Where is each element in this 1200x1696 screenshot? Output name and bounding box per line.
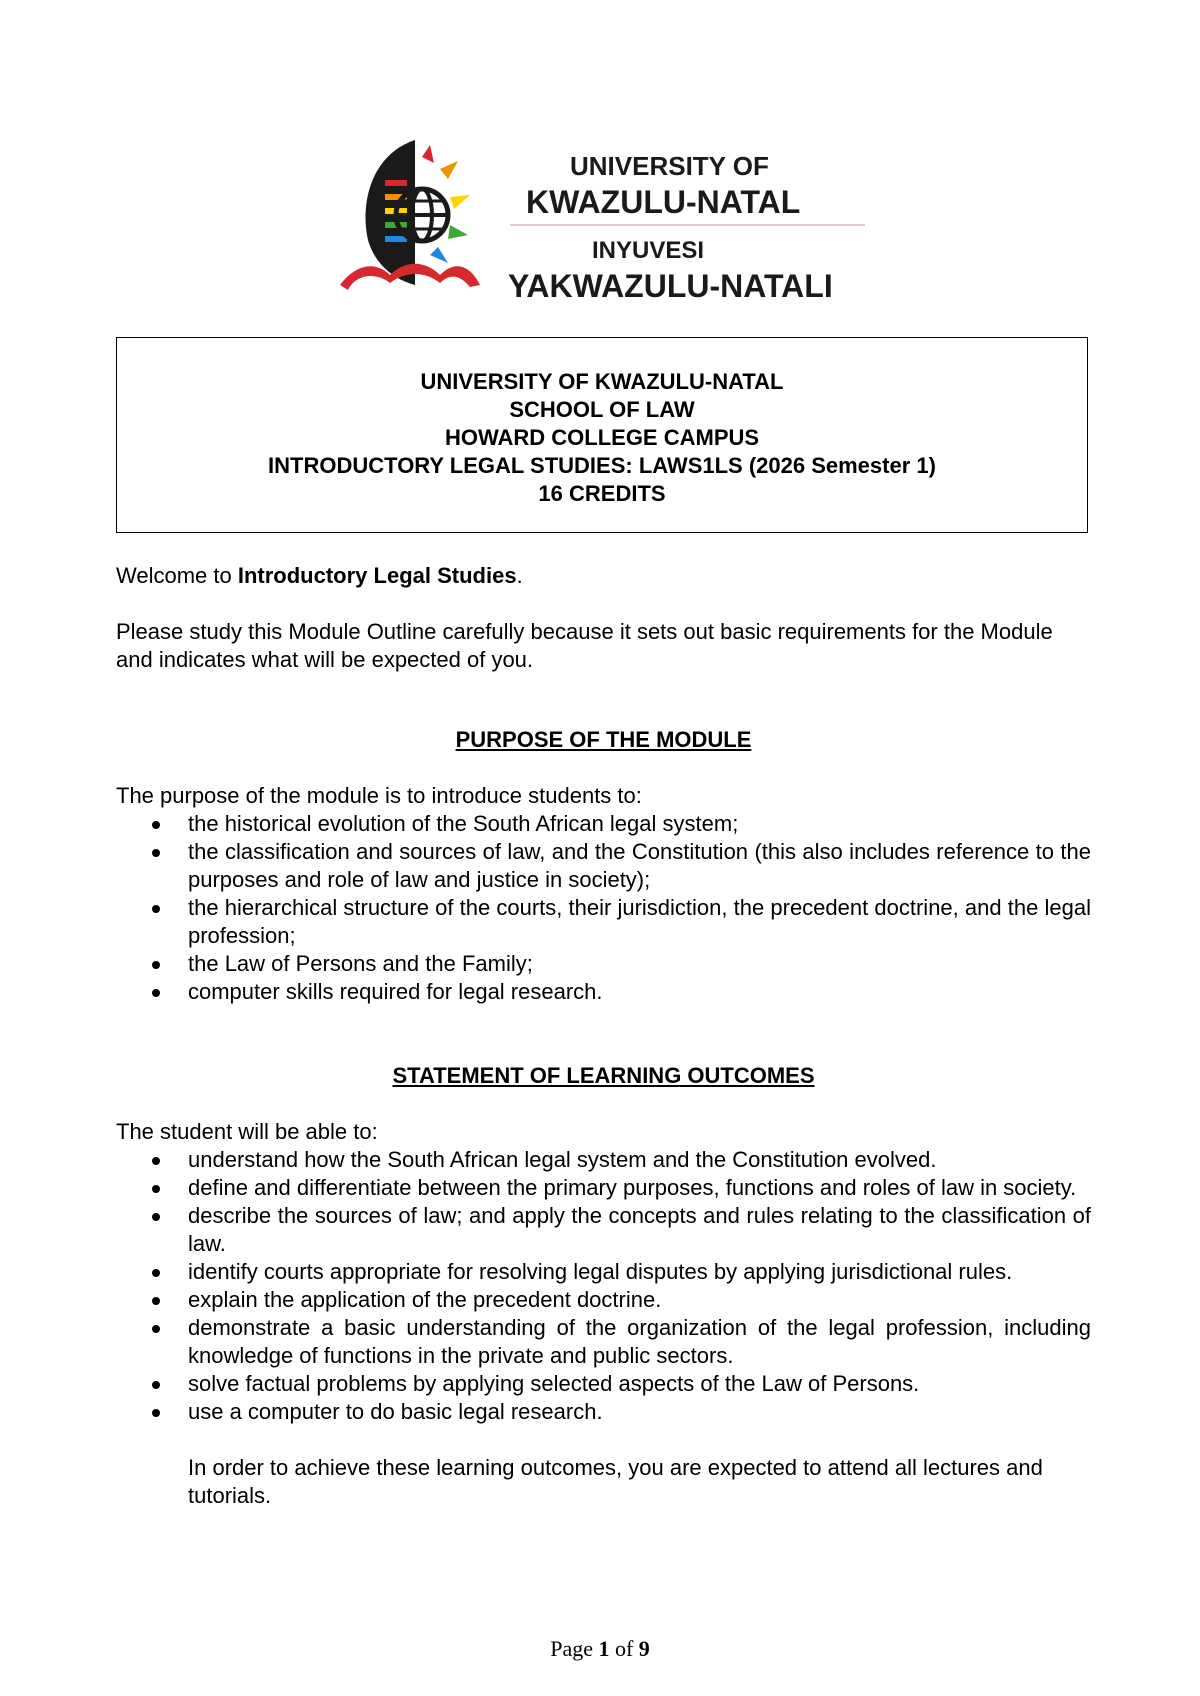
header-university: UNIVERSITY OF KWAZULU-NATAL	[420, 369, 784, 394]
outcomes-heading: STATEMENT OF LEARNING OUTCOMES	[392, 1063, 815, 1088]
current-page: 1	[598, 1636, 610, 1661]
outcome-item: describe the sources of law; and apply the concepts and rules relating to the classification of law.	[116, 1202, 1091, 1258]
outcome-item: solve factual problems by applying selected aspects of the Law of Persons.	[116, 1370, 1091, 1398]
module-name: Introductory Legal Studies	[237, 563, 517, 588]
module-header-box	[116, 337, 1088, 533]
outcome-item: use a computer to do basic legal research.	[116, 1398, 1091, 1426]
welcome-paragraph: Welcome to Introductory Legal Studies.	[116, 563, 523, 588]
outcomes-closing: In order to achieve these learning outcomes, you are expected to attend all lectures and tutorials.	[188, 1455, 1043, 1508]
outcome-item: define and differentiate between the primary purposes, functions and roles of law in society.	[116, 1174, 1091, 1202]
outcome-item: demonstrate a basic understanding of the organization of the legal profession, including knowledge of functions in the private and public sectors.	[116, 1314, 1091, 1370]
purpose-item: the historical evolution of the South African legal system;	[116, 810, 1091, 838]
header-module-title: INTRODUCTORY LEGAL STUDIES: LAWS1LS (2026 Semester 1)	[268, 453, 936, 478]
study-paragraph: Please study this Module Outline carefully because it sets out basic requirements for the Module and indicates what will be expected of you.	[116, 619, 1053, 672]
purpose-item: the hierarchical structure of the courts, their jurisdiction, the precedent doctrine, and the legal profession;	[116, 894, 1091, 950]
outcomes-list	[116, 1146, 1091, 1426]
purpose-list	[116, 810, 1091, 1006]
header-campus: HOWARD COLLEGE CAMPUS	[444, 425, 760, 450]
purpose-heading: PURPOSE OF THE MODULE	[455, 727, 752, 752]
purpose-item: the classification and sources of law, and the Constitution (this also includes reference to the purposes and role of law and justice in society);	[116, 838, 1091, 894]
outcomes-lead: The student will be able to:	[116, 1119, 378, 1144]
logo-line-3: INYUVESI	[592, 237, 705, 264]
document-body	[116, 562, 1091, 1510]
university-logo	[330, 135, 870, 310]
outcome-item: explain the application of the precedent doctrine.	[116, 1286, 1091, 1314]
outcome-item: understand how the South African legal system and the Constitution evolved.	[116, 1146, 1091, 1174]
purpose-item: the Law of Persons and the Family;	[116, 950, 1091, 978]
header-credits: 16 CREDITS	[538, 481, 666, 506]
outcome-item: identify courts appropriate for resolving legal disputes by applying jurisdictional rules.	[116, 1258, 1091, 1286]
header-school: SCHOOL OF LAW	[509, 397, 695, 422]
logo-line-2: KWAZULU-NATAL	[526, 184, 801, 220]
purpose-item: computer skills required for legal research.	[116, 978, 1091, 1006]
logo-line-4: YAKWAZULU-NATALI	[508, 268, 833, 304]
purpose-lead: The purpose of the module is to introduce students to:	[116, 783, 642, 808]
total-pages: 9	[638, 1636, 650, 1661]
page-number-footer: Page 1 of 9	[550, 1636, 650, 1661]
logo-line-1: UNIVERSITY OF	[570, 151, 769, 181]
